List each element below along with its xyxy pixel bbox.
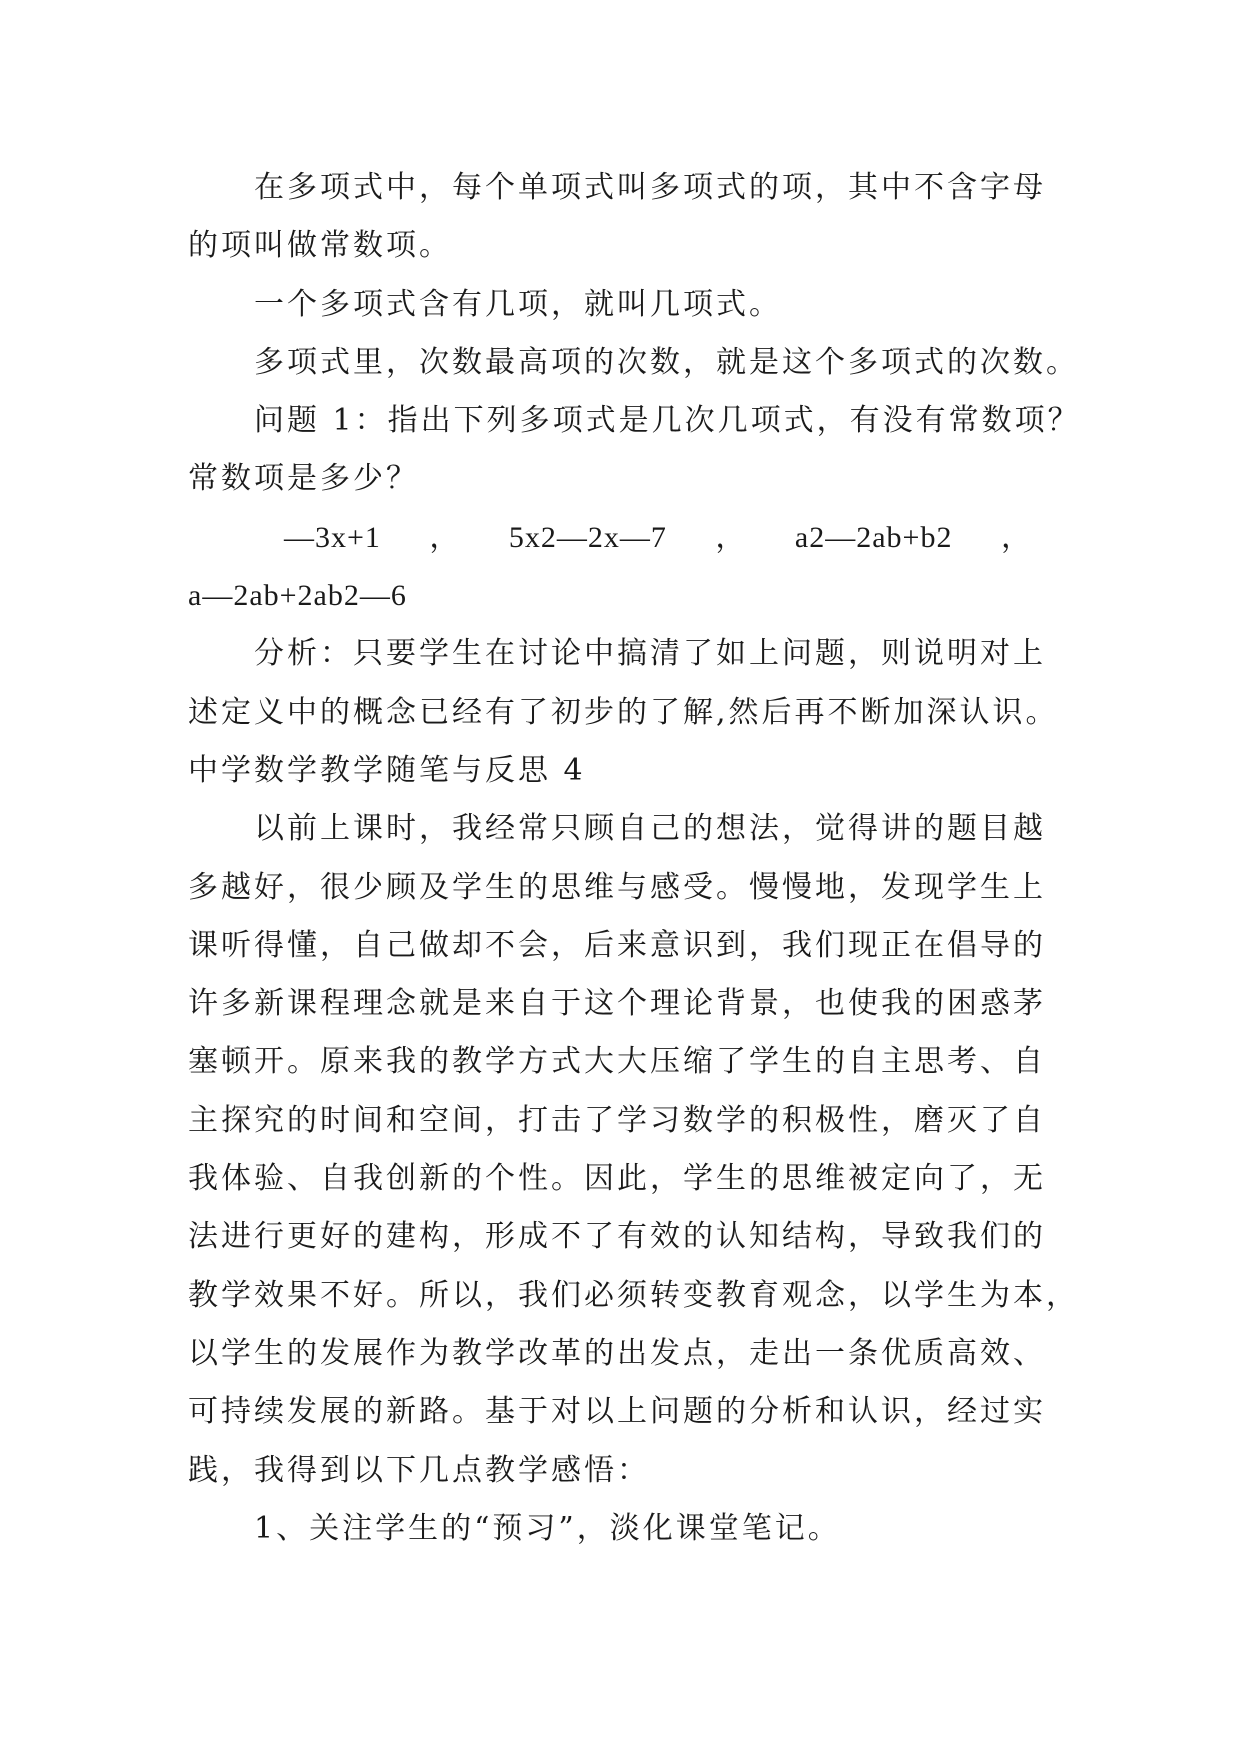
paragraph-line: 述定义中的概念已经有了初步的了解,然后再不断加深认识。 [188, 694, 1059, 730]
paragraph-line: 以学生的发展作为教学改革的出发点，走出一条优质高效、 [188, 1335, 1046, 1371]
paragraph-line: 课听得懂，自己做却不会，后来意识到，我们现正在倡导的 [188, 927, 1046, 963]
paragraph [188, 159, 1053, 276]
paragraph-line: 常数项是多少？ [188, 461, 419, 497]
paragraph [188, 800, 1079, 1500]
formula-line: —3x+1 ， 5x2—2x—7 ， a2—2ab+b2 ， [284, 520, 1032, 554]
paragraph-line: 可持续发展的新路。基于对以上问题的分析和认识，经过实 [188, 1394, 1046, 1430]
paragraph-line: 教学效果不好。所以，我们必须转变教育观念，以学生为本， [188, 1277, 1079, 1313]
paragraph-line: 一个多项式含有几项，就叫几项式。 [254, 286, 782, 322]
paragraph-line: 在多项式中，每个单项式叫多项式的项，其中不含字母 [254, 170, 1046, 205]
section-heading [188, 742, 1053, 800]
paragraph-line: 我体验、自我创新的个性。因此，学生的思维被定向了，无 [188, 1161, 1046, 1197]
paragraph-line: 法进行更好的建构，形成不了有效的认知结构，导致我们的 [188, 1219, 1046, 1255]
paragraph-line: 许多新课程理念就是来自于这个理论背景，也使我的困惑茅 [188, 986, 1046, 1022]
list-item-paragraph [188, 1500, 1053, 1558]
paragraph [188, 276, 1053, 334]
paragraph-line: 多项式里，次数最高项的次数，就是这个多项式的次数。 [254, 344, 1079, 380]
section-heading-text: 中学数学教学随笔与反思 4 [188, 752, 586, 788]
paragraph-line: 多越好，很少顾及学生的思维与感受。慢慢地，发现学生上 [188, 869, 1046, 905]
analysis-paragraph [188, 625, 1059, 742]
paragraph-line: 问题 1：指出下列多项式是几次几项式，有没有常数项？ [254, 403, 1081, 439]
paragraph-line: 1、关注学生的“预习”，淡化课堂笔记。 [254, 1510, 841, 1546]
paragraph-line: 的项叫做常数项。 [188, 228, 452, 264]
document-body [188, 159, 1081, 1558]
paragraph-line: 主探究的时间和空间，打击了学习数学的积极性，磨灭了自 [188, 1102, 1046, 1138]
formula-line: a—2ab+2ab2—6 [188, 579, 407, 613]
paragraph [188, 334, 1079, 392]
paragraph-line: 分析：只要学生在讨论中搞清了如上问题，则说明对上 [254, 636, 1046, 672]
paragraph-line: 以前上课时，我经常只顾自己的想法，觉得讲的题目越 [254, 811, 1046, 847]
paragraph-line: 践，我得到以下几点教学感悟： [188, 1452, 650, 1488]
paragraph-line: 塞顿开。原来我的教学方式大大压缩了学生的自主思考、自 [188, 1044, 1046, 1080]
formula-paragraph [188, 509, 1053, 626]
question-paragraph [188, 392, 1081, 509]
